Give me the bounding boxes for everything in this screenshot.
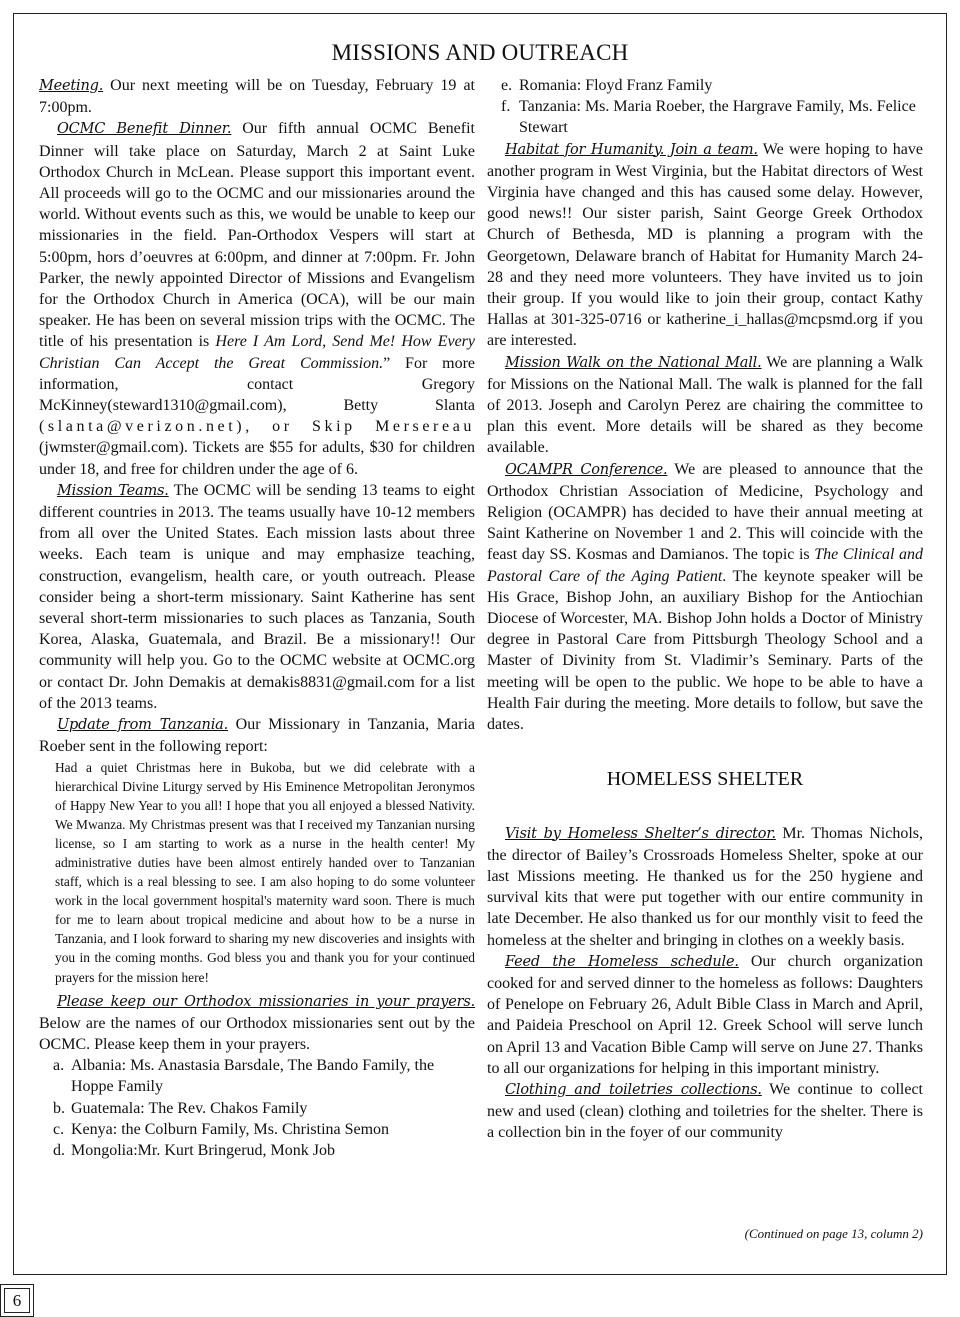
prayers-text: Below are the names of our Orthodox missionaries sent out by the OCMC. Please keep them in your prayers. [39,1014,475,1054]
ocampr-text-2: . The keynote speaker will be His Grace, Bishop John, an auxiliary Bishop for the Antiochian Diocese of Worcester, MA. Bishop John holds a Doctor of Ministry degree in Pastoral Care from Pittsburgh Theology School and a Master of Divinity from St. Vladimir’s Seminary. Parts of the meeting will be open to the public. We hope to be able to have a Health Fair during the meeting. More details to follow, but save the dates. [487,567,923,734]
teams-paragraph [39,480,475,714]
habitat-heading: Habitat for Humanity. Join a team. [505,141,758,158]
visit-heading: Visit by Homeless Shelter’s director. [505,825,776,842]
visit-paragraph [487,823,923,951]
feed-paragraph [487,951,923,1079]
prayers-heading: Please keep our Orthodox missionaries in your prayers. [57,993,475,1010]
dinner-text: Our fifth annual OCMC Benefit Dinner will take place on Saturday, March 2 at Saint Luke Orthodox Church in McLean. Please support this important event. All proceeds will go to the OCMC and our missionaries around the world. Without events such as this, we would be unable to keep our missionaries in the field. Pan-Orthodox Vespers will start at 5:00pm, hors d’oeuvres at 6:00pm, and dinner at 7:00pm. Fr. John Parker, the newly appointed Director of Missions and Evangelism for the Orthodox Church in America (OCA), will be our main speaker. He has been on several mission trips with the OCMC. The title of his presentation is [39,120,475,351]
meeting-text: Our next meeting will be on Tuesday, February 19 at 7:00pm. [39,77,475,117]
prayers-paragraph [39,991,475,1056]
walk-heading: Mission Walk on the National Mall. [505,354,762,371]
page-title: MISSIONS AND OUTREACH [331,40,629,65]
dinner-heading: OCMC Benefit Dinner. [57,121,232,138]
ocampr-text: We are pleased to announce that the Orthodox Christian Association of Medicine, Psychology and Religion (OCAMPR) has decided to have their annual meeting at Saint Katherine on November 1 and 2. This will coincide with the feast day SS. Kosmas and Damianos. The topic is [487,460,923,564]
page-number-box [0,1284,34,1317]
clothing-heading: Clothing and toiletries collections. [505,1081,762,1098]
tanzania-heading: Update from Tanzania. [57,717,228,734]
list-item: d. Mongolia:Mr. Kurt Bringerud, Monk Job [53,1142,335,1160]
dinner-contact-text: ” For more information, contact Gregory McKinney(steward1310@gmail.com), Betty Slanta [39,354,475,415]
visit-text: Mr. Thomas Nichols, the director of Bailey’s Crossroads Homeless Shelter, spoke at our last Missions meeting. He thanked us for the 250 hygiene and survival kits that were put together with our entire community in late December. He also thanked us for our monthly visit to feed the homeless at the shelter and bringing in clothes on a weekly basis. [487,824,923,949]
continued-note: (Continued on page 13, column 2) [744,1226,923,1241]
clothing-text: We continue to collect new and used (clean) clothing and toiletries for the shelter. There is a collection bin in the foyer of our community [487,1080,923,1142]
dinner-paragraph [39,118,475,479]
list-item: b. Guatemala: The Rev. Chakos Family [53,1099,308,1117]
walk-text: We are planning a Walk for Missions on the National Mall. The walk is planned for the fall of 2013. Joseph and Carolyn Perez are chairing the committee to plan this event. More details will be shared as they become available. [487,353,923,457]
list-item: c. Kenya: the Colburn Family, Ms. Christina Semon [53,1120,390,1138]
habitat-paragraph [487,139,923,352]
missionary-list-continued [487,75,923,139]
feed-heading: Feed the Homeless schedule. [505,953,739,970]
dinner-tickets-text: (jwmster@gmail.com). Tickets are $55 for adults, $30 for children under 18, and free for children under the age of 6. [39,439,475,478]
homeless-shelter-title: HOMELESS SHELTER [606,768,804,791]
right-column [487,75,923,1144]
walk-paragraph [487,352,923,459]
feed-text: Our church organization cooked for and served dinner to the homeless as follows: Daughters of Penelope on February 26, Adult Bible Class in March and April, and Paideia Preschool on April 12. Greek School will serve lunch on April 13 and Vacation Bible Camp will serve on June 27. Thanks to all our organizations for helping in this important ministry. [487,952,923,1077]
tanzania-paragraph [39,714,475,757]
meeting-paragraph [39,75,475,118]
list-item: a. Albania: Ms. Anastasia Barsdale, The Bando Family, the Hoppe Family [53,1057,435,1096]
teams-heading: Mission Teams. [57,482,169,499]
teams-text: The OCMC will be sending 13 teams to eight different countries in 2013. The teams usually have 10-12 members from all over the United States. Each mission lasts about three weeks. Each team is unique and may emphasize teaching, construction, evangelism, health care, or youth outreach. Please consider being a short-term missionary. Saint Katherine has sent several short-term missionaries to such places as Tanzania, South Korea, Alaska, Guatemala, and Brazil. Be a missionary!! Our community will help you. Go to the OCMC website at OCMC.org or contact Dr. John Demakis at demakis8831@gmail.com for a list of the 2013 teams. [39,481,476,712]
page-number: 6 [4,1288,30,1313]
list-item: e. Romania: Floyd Franz Family [501,77,713,94]
dinner-contact-emails: (slanta@verizon.net), or Skip Mersereau [39,418,475,436]
meeting-heading: Meeting. [39,78,104,94]
list-item: f. Tanzania: Ms. Maria Roeber, the Hargrave Family, Ms. Felice Stewart [501,98,916,137]
left-column [39,75,475,1161]
clothing-paragraph [487,1079,923,1144]
ocampr-heading: OCAMPR Conference. [505,461,668,478]
tanzania-text: Our Missionary in Tanzania, Maria Roeber sent in the following report: [39,716,475,756]
missionary-list [39,1055,475,1161]
talk-title: Here I Am Lord, Send Me! How Every Christian Can Accept the Great Commission. [39,333,475,372]
ocampr-paragraph [487,459,923,736]
habitat-text: We were hoping to have another program in West Virginia, but the Habitat directors of West Virginia have changed and this has caused some delay. However, good news!! Our sister parish, Saint George Greek Orthodox Church of Bethesda, MD is planning a program with the Georgetown, Delaware branch of Habitat for Humanity March 24-28 and they need more volunteers. They have invited us to join their group. If you would like to join their group, contact Kathy Hallas at 301-325-0716 or katherine_i_hallas@mcpsmd.org if you are interested. [487,140,923,350]
ocampr-topic: The Clinical and Pastoral Care of the Aging Patient [487,546,923,585]
tanzania-report: Had a quiet Christmas here in Bukoba, but we did celebrate with a hierarchical Divine Liturgy served by His Eminence Metropolitan Jeronymos of Happy New Year to you all! I hope that you all enjoyed a blessed Nativity. We Mwanza. My Christmas present was that I received my Tanzanian nursing license, so I am starting to work as a nurse in the health center! My administrative duties have been almost entirely handed over to Tanzanian staff, which is a real blessing to see. I am also hoping to do some volunteer work in the local government hospital's maternity ward soon. There is much for me to learn about tropical medicine and about how to be a nurse in Tanzania, and I look forward to sharing my new discoveries and insights with you in the coming months. God bless you and thank you for your continued prayers for the mission here! [55,759,475,985]
